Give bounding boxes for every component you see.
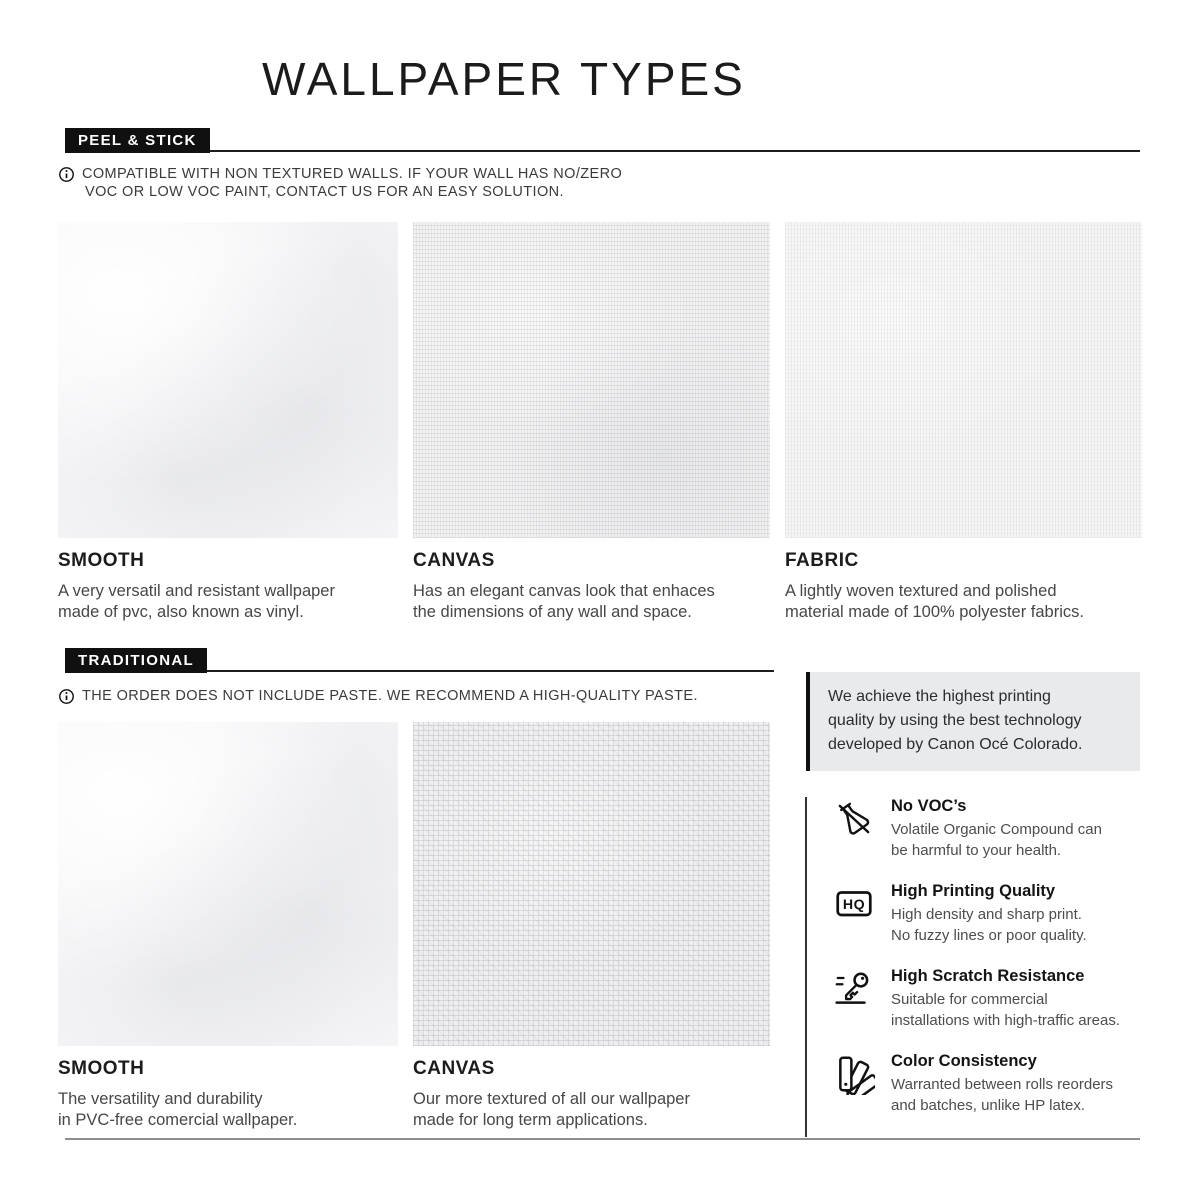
swatch-card-smooth: [58, 222, 398, 622]
swatch-card-smooth: [58, 722, 398, 1130]
swatch-card-canvas: [413, 222, 770, 622]
feature-title: Color Consistency: [891, 1052, 1037, 1070]
swatch-description: A very versatil and resistant wallpaper made of pvc, also known as vinyl.: [58, 582, 335, 621]
feature-title: No VOC’s: [891, 797, 967, 815]
traditional-swatch-row: [58, 722, 770, 1130]
swatch-description: Has an elegant canvas look that enhaces the dimensions of any wall and space.: [413, 582, 715, 621]
feature-description: Volatile Organic Compound can be harmful to your health.: [891, 821, 1102, 859]
info-icon: [58, 688, 75, 705]
swatch-description: A lightly woven textured and polished material made of 100% polyester fabrics.: [785, 582, 1084, 621]
bottom-divider-line: [65, 1138, 1140, 1140]
svg-text:HQ: HQ: [842, 896, 866, 913]
peel-stick-swatch-row: [58, 222, 1142, 622]
swatch-name: SMOOTH: [58, 1058, 145, 1079]
swatch-name: CANVAS: [413, 1058, 495, 1079]
swatch-card-canvas: [413, 722, 770, 1130]
swatch-card-fabric: [785, 222, 1142, 622]
feature-title: High Scratch Resistance: [891, 967, 1085, 985]
no-voc-flask-icon: [833, 798, 875, 840]
feature-description: High density and sharp print. No fuzzy lines or poor quality.: [891, 906, 1087, 944]
feature-high-scratch-resistance: [833, 967, 1145, 1031]
hq-badge-icon: [833, 883, 875, 925]
note-line: COMPATIBLE WITH NON TEXTURED WALLS. IF YOUR WALL HAS NO/ZERO: [82, 166, 623, 182]
smooth-texture-swatch: [58, 222, 398, 538]
smooth-texture-swatch: [58, 722, 398, 1046]
color-swatches-icon: [833, 1053, 875, 1095]
traditional-note: [58, 687, 698, 705]
section-divider-line: [65, 150, 1140, 152]
note-line: VOC OR LOW VOC PAINT, CONTACT US FOR AN EASY SOLUTION.: [85, 184, 564, 200]
swatch-description: The versatility and durability in PVC-free comercial wallpaper.: [58, 1090, 298, 1129]
section-badge-traditional: TRADITIONAL: [65, 648, 207, 673]
feature-description: Suitable for commercial installations with high-traffic areas.: [891, 991, 1120, 1029]
feature-high-printing-quality: [833, 882, 1145, 946]
canvas-texture-swatch: [413, 222, 770, 538]
feature-no-voc: [833, 797, 1145, 861]
fabric-texture-swatch: [785, 222, 1142, 538]
info-icon: [58, 166, 75, 183]
feature-list: [805, 797, 1145, 1137]
printing-quality-quote: We achieve the highest printing quality by using the best technology developed by Canon Océ Colorado.: [806, 672, 1140, 771]
key-scratch-icon: [833, 968, 875, 1010]
swatch-name: CANVAS: [413, 550, 495, 571]
feature-color-consistency: [833, 1052, 1145, 1116]
feature-description: Warranted between rolls reorders and batches, unlike HP latex.: [891, 1076, 1114, 1114]
peel-stick-note: [58, 165, 622, 201]
swatch-description: Our more textured of all our wallpaper made for long term applications.: [413, 1090, 690, 1129]
page-title: WALLPAPER TYPES: [262, 53, 746, 105]
swatch-name: FABRIC: [785, 550, 859, 571]
section-badge-peel-stick: PEEL & STICK: [65, 128, 210, 153]
rough-canvas-texture-swatch: [413, 722, 770, 1046]
feature-title: High Printing Quality: [891, 882, 1056, 900]
note-line: THE ORDER DOES NOT INCLUDE PASTE. WE RECOMMEND A HIGH-QUALITY PASTE.: [82, 688, 698, 704]
swatch-name: SMOOTH: [58, 550, 145, 571]
